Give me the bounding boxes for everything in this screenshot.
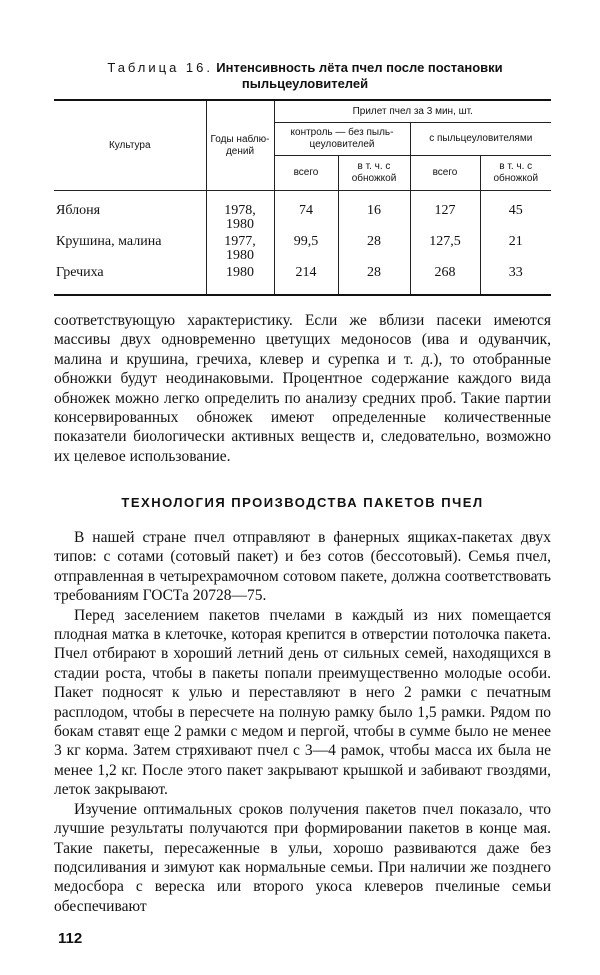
table-row [54,232,551,263]
header-control-total: всего [274,156,338,191]
cell-control-pollen: 28 [338,232,410,263]
cell-years: 1978, 1980 [206,191,274,233]
header-with-total: всего [410,156,480,191]
cell-years: 1977, 1980 [206,232,274,263]
header-control-pollen: в т. ч. с обножкой [338,156,410,191]
table-label: Таблица 16. [107,60,213,75]
cell-culture: Гречиха [54,263,206,295]
header-with-pollen: в т. ч. с обножкой [480,156,551,191]
page-number: 112 [58,930,83,947]
table-row [54,191,551,233]
header-years: Годы наблю-дений [206,100,274,191]
paragraph-1: В нашей стране пчел отправляют в фанерных ящиках-пакетах двух типов: с сотами (сотовый пакет) и без сотов (бессотовый). Семья пчел, отправленная в четырехрамочном сотовом пакете, должна соответствовать требованиям ГОСТа 20728—75. [54,529,551,605]
cell-control-pollen: 28 [338,263,410,295]
body-text-main [54,528,551,916]
table-row [54,263,551,295]
cell-control-total: 74 [274,191,338,233]
header-control: контроль — без пыль-цеуловителей [274,123,410,156]
table-title-line2: пыльцеуловителей [241,76,369,91]
cell-control-total: 99,5 [274,232,338,263]
cell-culture: Яблоня [54,191,206,233]
cell-with-total: 127 [410,191,480,233]
cell-with-pollen: 45 [480,191,551,233]
cell-with-total: 127,5 [410,232,480,263]
paragraph-continuation: соответствующую характеристику. Если же вблизи пасеки имеются массивы двух одновременно цветущих медоносов (ива и одуванчик, малина и крушина, гречиха, клевер и сурепка и т. д.), то отобранные обножки будут неодинаковыми. Процентное содержание каждого вида обножек можно легко определить по анализу средних проб. Такие партии консервированных обножек имеют определенные количественные показатели биологически активных веществ и, следовательно, возможно их целевое использование. [54,312,551,465]
paragraph-2: Перед заселением пакетов пчелами в каждый из них помещается плодная матка в клеточке, которая крепится в отверстии потолочка пакета. Пчел отбирают в хороший летний день от сильных семей, находящихся в стадии роста, чтобы в пакеты попали преимущественно молодые особи. Пакет подносят к улью и переставляют в него 2 рамки с печатным расплодом, чтобы в пересчете на полную рамку было 1,5 рамки. Рядом по бокам ставят еще 2 рамки с медом и пергой, чтобы в сумме было не менее 3 кг корма. Затем стряхивают пчел с 3—4 рамок, чтобы масса их была не менее 1,2 кг. После этого пакет закрывают крышкой и забивают гвоздями, леток закрывают. [54,606,551,799]
header-with-traps: с пыльцеуловителями [410,123,551,156]
cell-control-total: 214 [274,263,338,295]
cell-control-pollen: 16 [338,191,410,233]
table-caption [60,60,550,92]
cell-with-pollen: 33 [480,263,551,295]
cell-years: 1980 [206,263,274,295]
cell-with-total: 268 [410,263,480,295]
body-text-top [54,311,551,466]
cell-with-pollen: 21 [480,232,551,263]
paragraph-3: Изучение оптимальных сроков получения пакетов пчел показало, что лучшие результаты получаются при формировании пакетов в конце мая. Такие пакеты, пересаженные в ульи, хорошо развиваются даже без подсиливания и зимуют как нормальные семьи. При наличии же позднего медосбора с вереска или второго укоса клеверов пчелиные семьи обеспечивают [54,800,551,915]
header-culture: Культура [54,100,206,191]
header-arrival: Прилет пчел за 3 мин, шт. [274,100,551,123]
table-title-line1: Интенсивность лёта пчел после постановки [216,60,503,75]
cell-culture: Крушина, малина [54,232,206,263]
section-heading: ТЕХНОЛОГИЯ ПРОИЗВОДСТВА ПАКЕТОВ ПЧЕЛ [121,495,484,510]
pollen-trap-table [54,99,551,296]
